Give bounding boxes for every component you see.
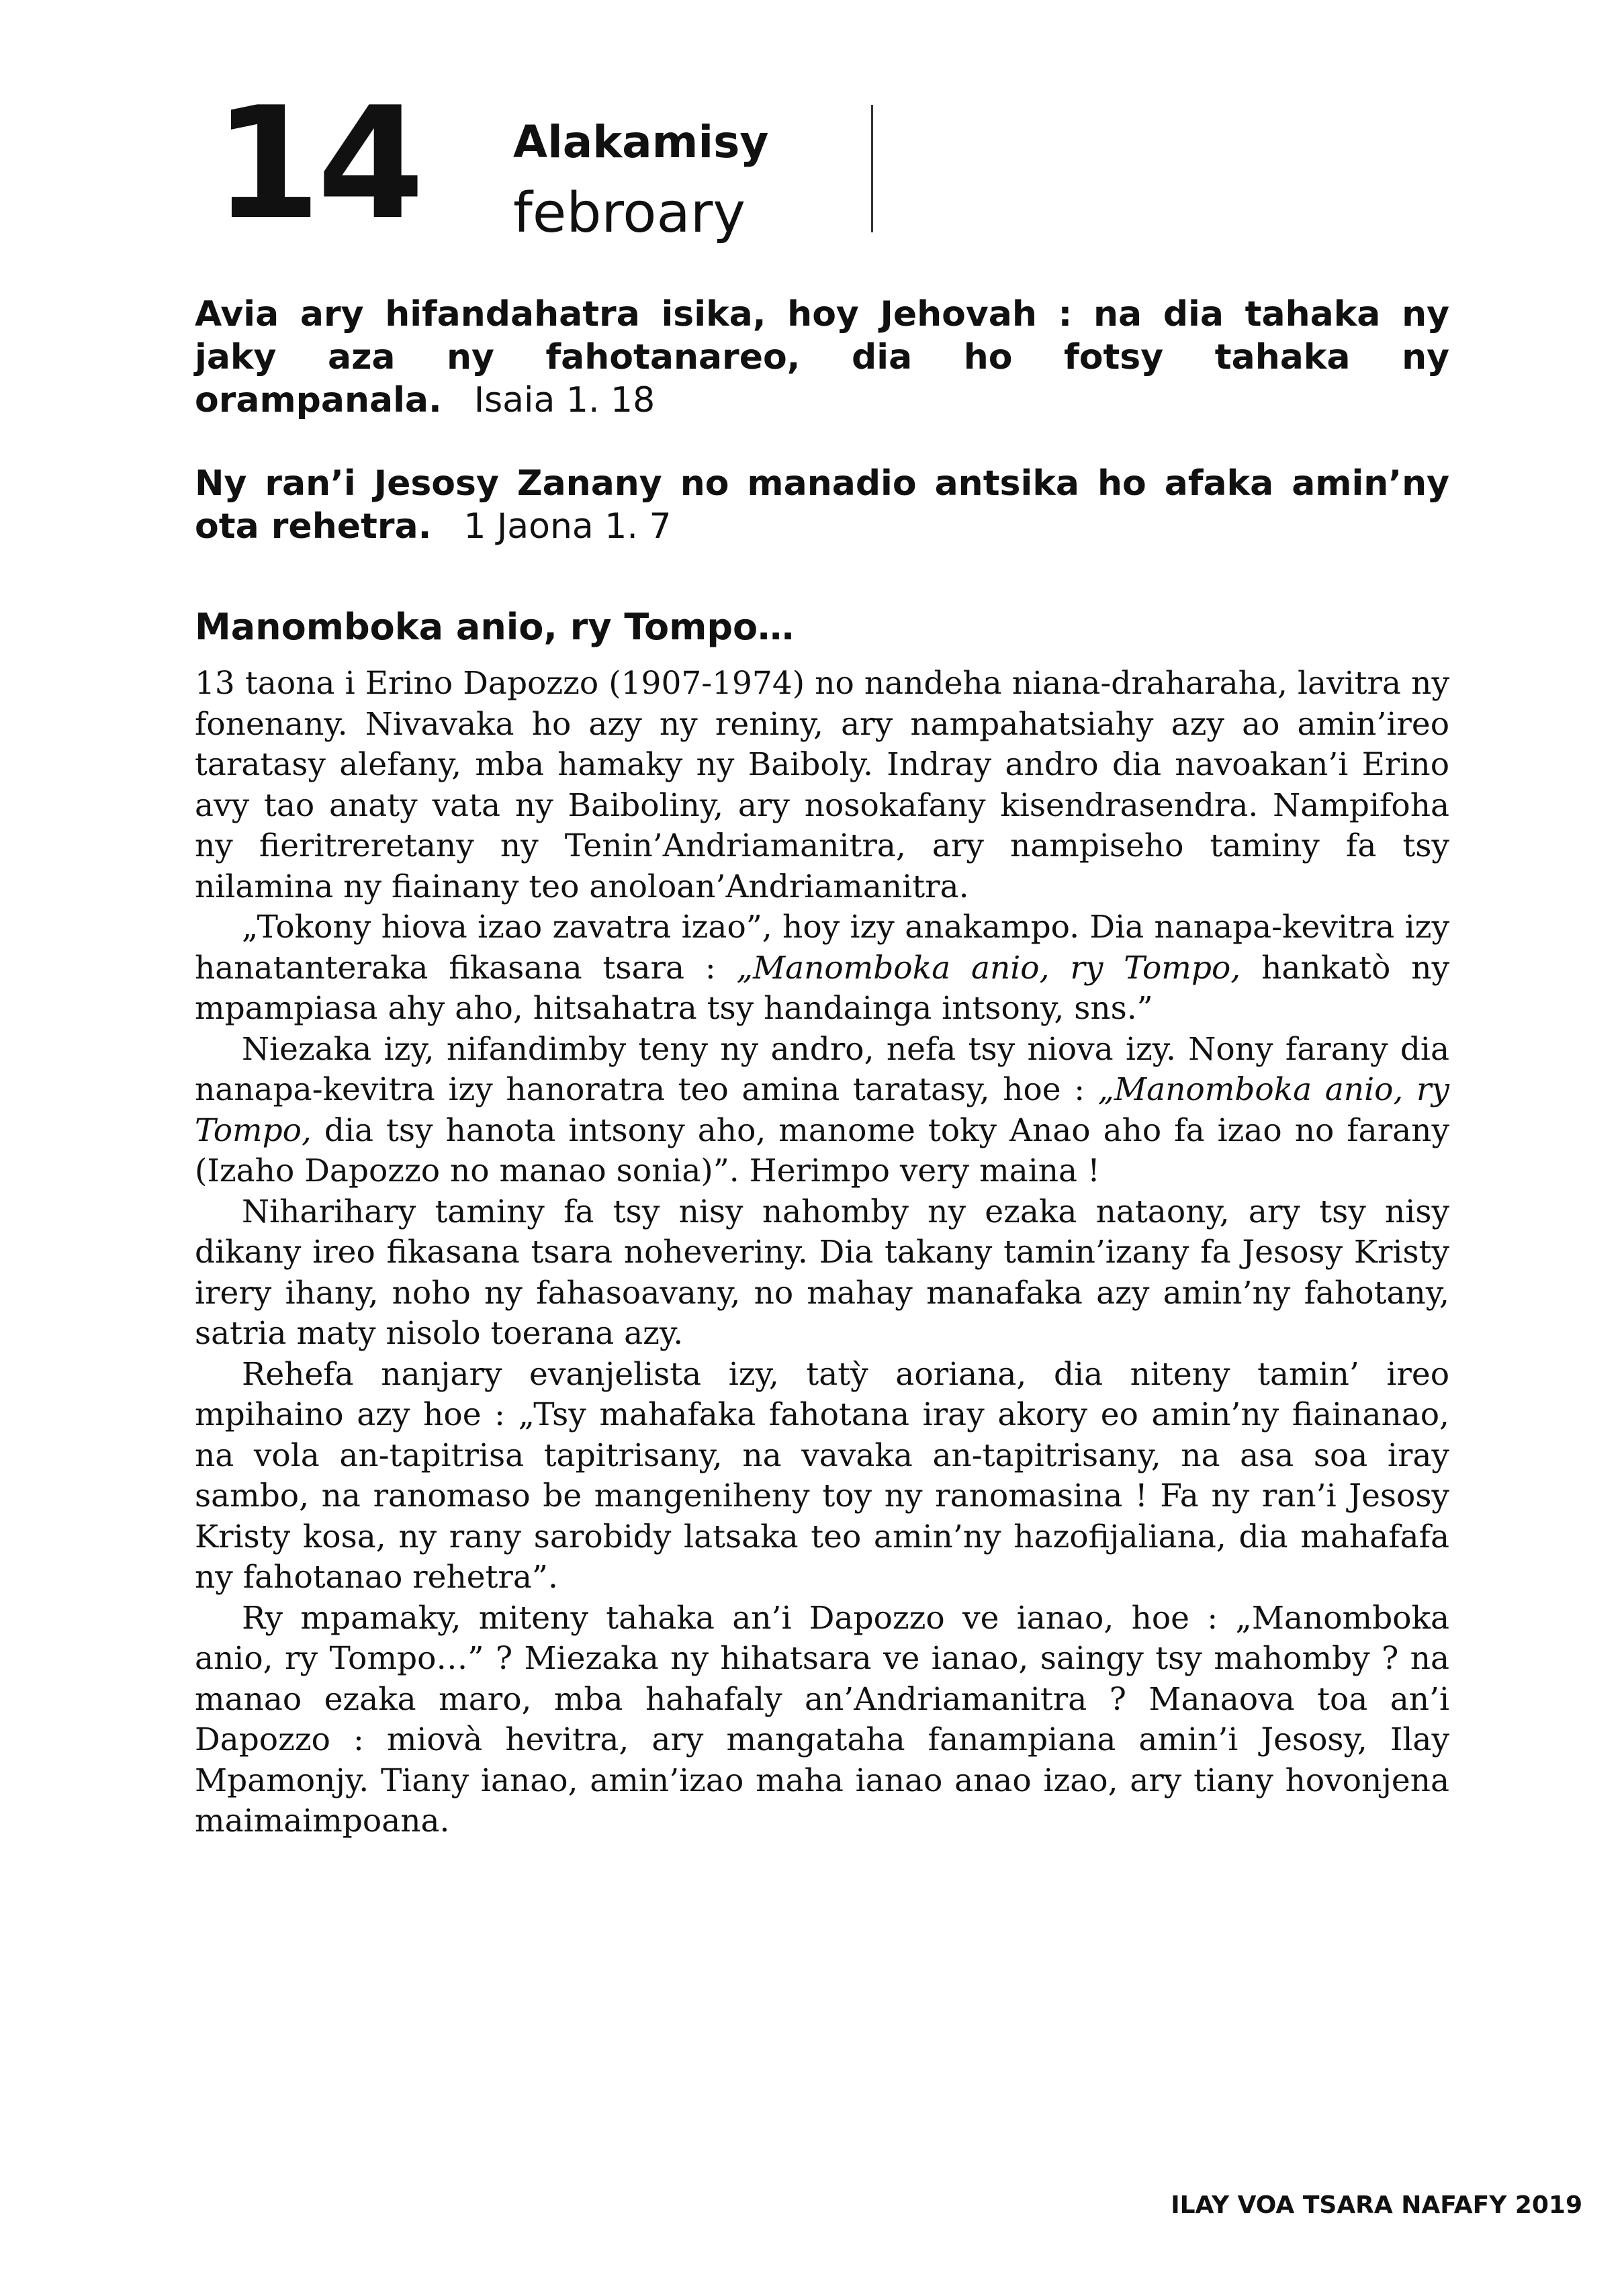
verse-reference: Isaia 1. 18 bbox=[473, 380, 656, 420]
italic-quote: „Manomboka anio, ry Tompo, bbox=[195, 1071, 1449, 1149]
verse-isaiah bbox=[195, 293, 1449, 422]
verse-john bbox=[195, 462, 1449, 548]
weekday-label: Alakamisy bbox=[513, 116, 769, 168]
date-header bbox=[214, 75, 952, 255]
paragraph: Rehefa nanjary evanjelista izy, tatỳ aoriana, dia niteny tamin’ ireo mpihaino azy hoe : „Tsy mahafaka fahotana iray akory eo amin’ny fiainanao, na vola an-tapitrisa tapitrisany, na vavaka an-tapitrisany, na asa soa iray sambo, na ranomaso be mangeniheny toy ny ranomasina ! Fa ny ran’i Jesosy Kristy kosa, ny rany sarobidy latsaka teo amin’ny hazofijaliana, dia mahafafa ny fahotanao rehetra”. bbox=[195, 1355, 1449, 1596]
paragraph: Niezaka izy, nifandimby teny ny andro, nefa tsy niova izy. Nony farany dia nanapa-kevitra izy hanoratra teo amina taratasy, hoe : „Manomboka anio, ry Tompo, dia tsy hanota intsony aho, manome toky Anao aho fa izao no farany (Izaho Dapozzo no manao sonia)”. Herimpo very maina ! bbox=[195, 1030, 1449, 1189]
header-divider bbox=[871, 105, 873, 232]
paragraph: 13 taona i Erino Dapozzo (1907-1974) no nandeha niana-draharaha, lavitra ny fonenany. Nivavaka ho azy ny reniny, ary nampahatsiahy azy ao amin’ireo taratasy alefany, mba hamaky ny Baiboly. Indray andro dia navoakan’i Erino avy tao anaty vata ny Baiboliny, ary nosokafany kisendrasendra. Nampifoha ny fieritreretany ny Tenin’Andriamanitra, ary nampiseho taminy fa tsy nilamina ny fiainany teo anoloan’Andriamanitra. bbox=[195, 665, 1449, 905]
verse-reference: 1 Jaona 1. 7 bbox=[463, 506, 672, 547]
body-text bbox=[195, 664, 1449, 1842]
paragraph: Niharihary taminy fa tsy nisy nahomby ny ezaka nataony, ary tsy nisy dikany ireo fikasana tsara noheveriny. Dia takany tamin’izany fa Jesosy Kristy irery ihany, noho ny fahasoavany, no mahay manafaka azy amin’ny fahotany, satria maty nisolo toerana azy. bbox=[195, 1193, 1449, 1352]
verse-text: Avia ary hifandahatra isika, hoy Jehovah : na dia tahaka ny jaky aza ny fahotanareo, dia ho fotsy tahaka ny orampanala. bbox=[195, 294, 1449, 420]
italic-quote: „Manomboka anio, ry Tompo, bbox=[736, 949, 1241, 987]
paragraph: „Tokony hiova izao zavatra izao”, hoy izy anakampo. Dia nanapa-kevitra izy hanatanteraka fikasana tsara : „Manomboka anio, ry Tompo, hankatò ny mpampiasa ahy aho, hitsahatra tsy handainga intsony, sns.” bbox=[195, 909, 1450, 1027]
section-title: Manomboka anio, ry Tompo… bbox=[195, 606, 795, 648]
month-label: febroary bbox=[513, 181, 746, 245]
paragraph: Ry mpamaky, miteny tahaka an’i Dapozzo ve ianao, hoe : „Manomboka anio, ry Tompo…” ? Miezaka ny hihatsara ve ianao, saingy tsy mahomby ? na manao ezaka maro, mba hahafaly an’Andriamanitra ? Manaova toa an’i Dapozzo : miovà hevitra, ary mangataha fanampiana amin’i Jesosy, Ilay Mpamonjy. Tiany ianao, amin’izao maha ianao anao izao, ary tiany hovonjena maimaimpoana. bbox=[195, 1599, 1449, 1839]
verse-text: Ny ran’i Jesosy Zanany no manadio antsika ho afaka amin’ny ota rehetra. bbox=[195, 463, 1449, 547]
publication-footer: ILAY VOA TSARA NAFAFY 2019 bbox=[1171, 2191, 1582, 2219]
day-number: 14 bbox=[214, 75, 421, 254]
